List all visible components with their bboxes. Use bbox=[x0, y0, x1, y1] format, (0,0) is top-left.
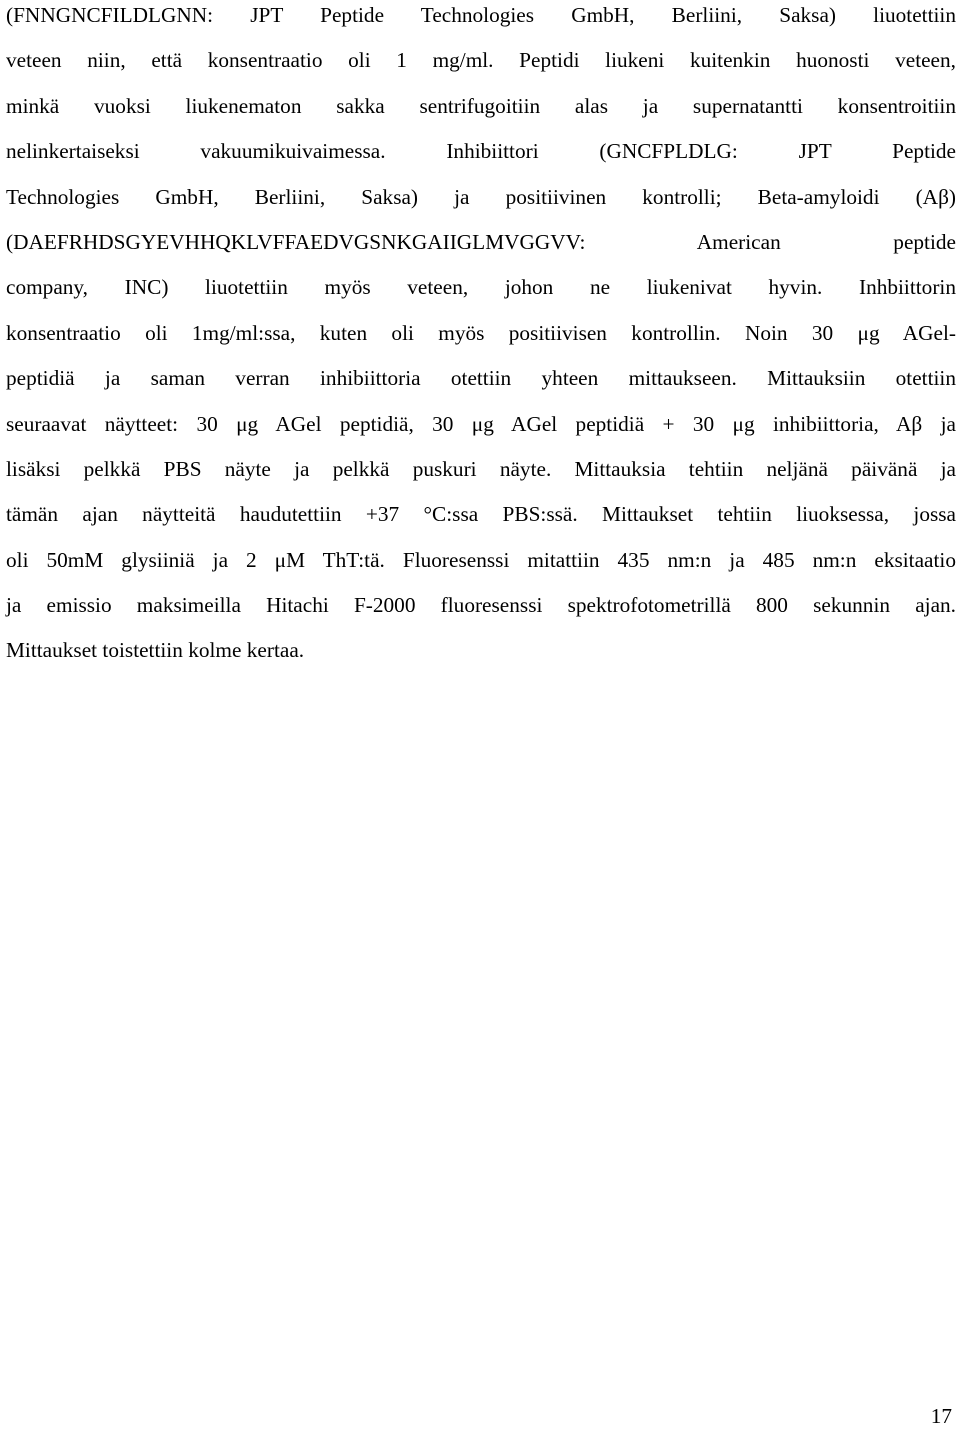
text-line: veteen niin, että konsentraatio oli 1 mg/ml. Peptidi liukeni kuitenkin huonosti veteen, bbox=[6, 48, 956, 73]
text-line: (FNNGNCFILDLGNN: JPT Peptide Technologies GmbH, Berliini, Saksa) liuotettiin bbox=[6, 3, 956, 27]
text-line: oli 50mM glysiiniä ja 2 μM ThT:tä. Fluoresenssi mitattiin 435 nm:n ja 485 nm:n eksitaatio bbox=[6, 547, 956, 572]
text-line: konsentraatio oli 1mg/ml:ssa, kuten oli myös positiivisen kontrollin. Noin 30 μg AGel- bbox=[6, 320, 956, 345]
text-line: tämän ajan näytteitä haudutettiin +37 °C:ssa PBS:ssä. Mittaukset tehtiin liuoksessa, jossa bbox=[6, 502, 956, 527]
text-line: Mittaukset toistettiin kolme kertaa. bbox=[6, 638, 305, 663]
text-line: (DAEFRHDSGYEVHHQKLVFFAEDVGSNKGAIIGLMVGGVV: American peptide bbox=[6, 229, 956, 254]
text-line: Technologies GmbH, Berliini, Saksa) ja positiivinen kontrolli; Beta-amyloidi (Aβ) bbox=[6, 184, 956, 209]
page-number: 17 bbox=[930, 1404, 952, 1428]
body-paragraph bbox=[6, 0, 956, 674]
text-line: seuraavat näytteet: 30 μg AGel peptidiä, 30 μg AGel peptidiä + 30 μg inhibiittoria, Aβ ja bbox=[6, 411, 956, 436]
text-line: peptidiä ja saman verran inhibiittoria otettiin yhteen mittaukseen. Mittauksiin otettiin bbox=[6, 366, 956, 391]
text-line: company, INC) liuotettiin myös veteen, johon ne liukenivat hyvin. Inhbiittorin bbox=[6, 275, 956, 300]
text-line: lisäksi pelkkä PBS näyte ja pelkkä puskuri näyte. Mittauksia tehtiin neljänä päivänä ja bbox=[6, 456, 956, 481]
text-line: ja emissio maksimeilla Hitachi F-2000 fluoresenssi spektrofotometrillä 800 sekunnin ajan. bbox=[6, 593, 956, 618]
text-line: minkä vuoksi liukenematon sakka sentrifugoitiin alas ja supernatantti konsentroitiin bbox=[6, 93, 956, 118]
text-line: nelinkertaiseksi vakuumikuivaimessa. Inhibiittori (GNCFPLDLG: JPT Peptide bbox=[6, 139, 956, 164]
